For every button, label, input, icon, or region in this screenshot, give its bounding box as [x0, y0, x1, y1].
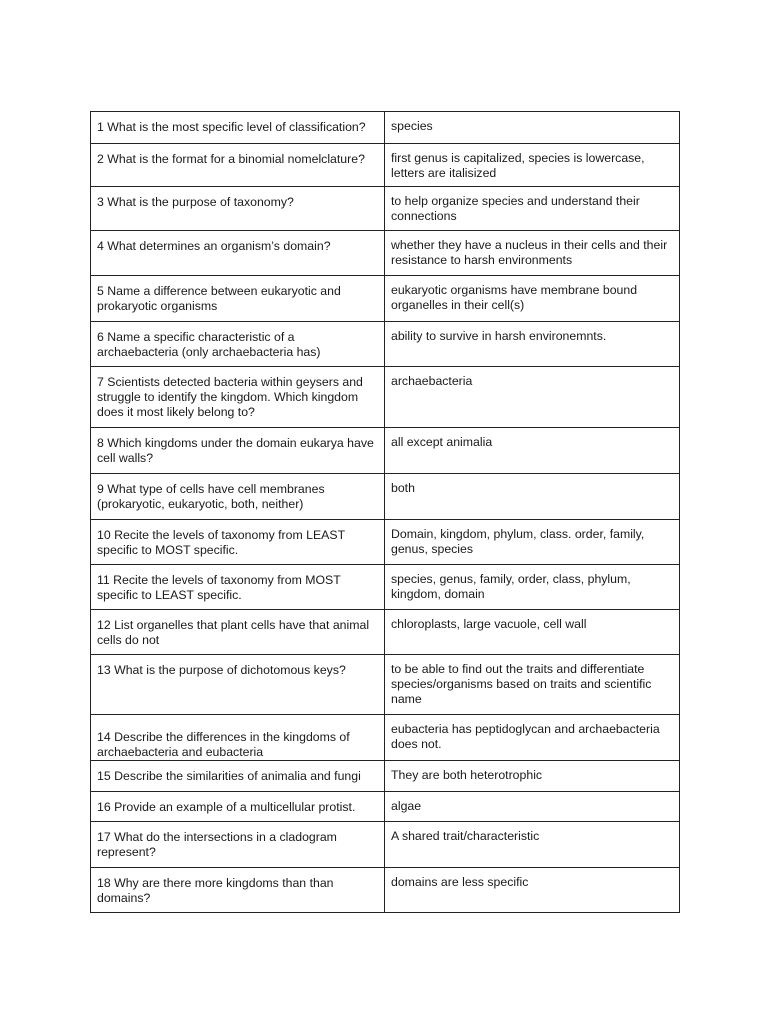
answer-cell: both [385, 474, 680, 520]
answer-cell: whether they have a nucleus in their cells and their resistance to harsh environments [385, 231, 680, 276]
question-cell: 18 Why are there more kingdoms than than domains? [91, 868, 385, 913]
answer-cell: eubacteria has peptidoglycan and archaebacteria does not. [385, 715, 680, 761]
answer-cell: archaebacteria [385, 367, 680, 428]
table-row [91, 144, 680, 187]
answer-cell: all except animalia [385, 428, 680, 474]
question-cell: 14 Describe the differences in the kingdoms of archaebacteria and eubacteria [91, 715, 385, 761]
table-row [91, 187, 680, 231]
question-cell: 2 What is the format for a binomial nomelclature? [91, 144, 385, 187]
question-cell: 5 Name a difference between eukaryotic and prokaryotic organisms [91, 276, 385, 322]
table-row [91, 474, 680, 520]
answer-cell: species, genus, family, order, class, phylum, kingdom, domain [385, 565, 680, 610]
answer-cell: Domain, kingdom, phylum, class. order, family, genus, species [385, 520, 680, 565]
question-cell: 15 Describe the similarities of animalia and fungi [91, 761, 385, 792]
answer-cell: ability to survive in harsh environemnts. [385, 322, 680, 367]
table-row [91, 792, 680, 822]
table-row [91, 565, 680, 610]
answer-cell: first genus is capitalized, species is lowercase, letters are italisized [385, 144, 680, 187]
question-cell: 9 What type of cells have cell membranes (prokaryotic, eukaryotic, both, neither) [91, 474, 385, 520]
table-row [91, 428, 680, 474]
table-row [91, 276, 680, 322]
table-row [91, 761, 680, 792]
question-cell: 4 What determines an organism’s domain? [91, 231, 385, 276]
question-cell: 16 Provide an example of a multicellular protist. [91, 792, 385, 822]
question-cell: 12 List organelles that plant cells have that animal cells do not [91, 610, 385, 655]
answer-cell: A shared trait/characteristic [385, 822, 680, 868]
question-answer-table [90, 111, 680, 913]
question-cell: 8 Which kingdoms under the domain eukarya have cell walls? [91, 428, 385, 474]
table-row [91, 520, 680, 565]
question-cell: 1 What is the most specific level of classification? [91, 112, 385, 144]
question-cell: 10 Recite the levels of taxonomy from LEAST specific to MOST specific. [91, 520, 385, 565]
table-row [91, 655, 680, 715]
answer-cell: to help organize species and understand their connections [385, 187, 680, 231]
table-row [91, 367, 680, 428]
table-body [91, 112, 680, 913]
question-cell: 7 Scientists detected bacteria within geysers and struggle to identify the kingdom. Which kingdom does it most likely belong to? [91, 367, 385, 428]
table-row [91, 231, 680, 276]
table-row [91, 112, 680, 144]
question-cell: 17 What do the intersections in a cladogram represent? [91, 822, 385, 868]
table-row [91, 822, 680, 868]
table-row [91, 715, 680, 761]
answer-cell: species [385, 112, 680, 144]
question-cell: 6 Name a specific characteristic of a archaebacteria (only archaebacteria has) [91, 322, 385, 367]
answer-cell: They are both heterotrophic [385, 761, 680, 792]
question-cell: 13 What is the purpose of dichotomous keys? [91, 655, 385, 715]
table-row [91, 868, 680, 913]
answer-cell: to be able to find out the traits and differentiate species/organisms based on traits and scientific name [385, 655, 680, 715]
answer-cell: eukaryotic organisms have membrane bound organelles in their cell(s) [385, 276, 680, 322]
answer-cell: domains are less specific [385, 868, 680, 913]
answer-cell: chloroplasts, large vacuole, cell wall [385, 610, 680, 655]
question-cell: 3 What is the purpose of taxonomy? [91, 187, 385, 231]
table-row [91, 322, 680, 367]
question-cell: 11 Recite the levels of taxonomy from MOST specific to LEAST specific. [91, 565, 385, 610]
answer-cell: algae [385, 792, 680, 822]
table-row [91, 610, 680, 655]
